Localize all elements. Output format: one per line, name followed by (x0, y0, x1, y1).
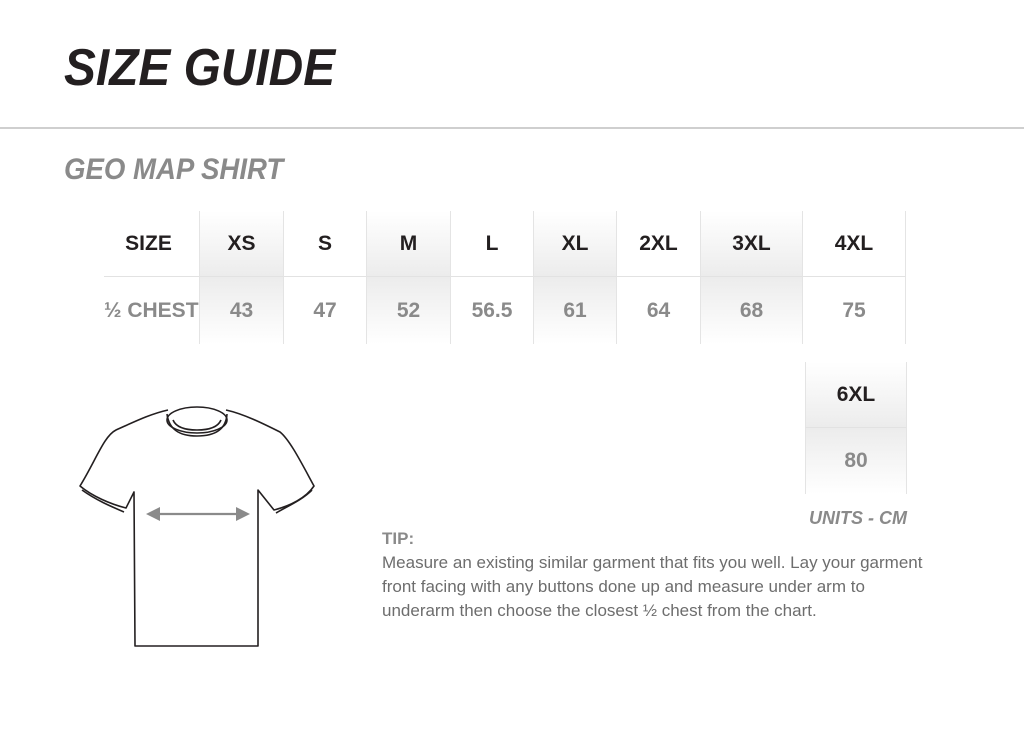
row-label-size: SIZE (104, 211, 200, 277)
tip-text: Measure an existing similar garment that fits you well. Lay your garment front facing with any buttons done up and measure under arm to underarm then choose the closest ½ chest from the chart. (382, 553, 923, 620)
chest-value-4xl: 75 (803, 277, 906, 344)
chest-value-s: 47 (284, 277, 367, 344)
size-header-3xl: 3XL (701, 211, 803, 277)
header-divider (0, 127, 1024, 129)
size-header-m: M (367, 211, 451, 277)
extra-size-table (805, 362, 907, 494)
page-title: SIZE GUIDE (64, 39, 336, 97)
chest-value-xl: 61 (534, 277, 617, 344)
chest-value-m: 52 (367, 277, 451, 344)
size-header-4xl: 4XL (803, 211, 906, 277)
product-name: GEO MAP SHIRT (64, 153, 284, 186)
size-header-6xl: 6XL (805, 362, 907, 428)
chest-value-3xl: 68 (701, 277, 803, 344)
chest-value-xs: 43 (200, 277, 284, 344)
units-label: UNITS - CM (809, 508, 907, 528)
tshirt-outline-icon (76, 400, 320, 650)
size-header-s: S (284, 211, 367, 277)
row-label-chest: ½ CHEST (104, 277, 200, 344)
tip-label: TIP: (382, 529, 415, 548)
size-header-xs: XS (200, 211, 284, 277)
size-header-2xl: 2XL (617, 211, 701, 277)
chest-value-2xl: 64 (617, 277, 701, 344)
size-header-xl: XL (534, 211, 617, 277)
chest-value-l: 56.5 (451, 277, 534, 344)
double-arrow-icon (146, 507, 250, 521)
tip-section (382, 527, 942, 623)
size-chart-table (104, 211, 906, 344)
chest-value-6xl: 80 (805, 428, 907, 494)
size-header-l: L (451, 211, 534, 277)
